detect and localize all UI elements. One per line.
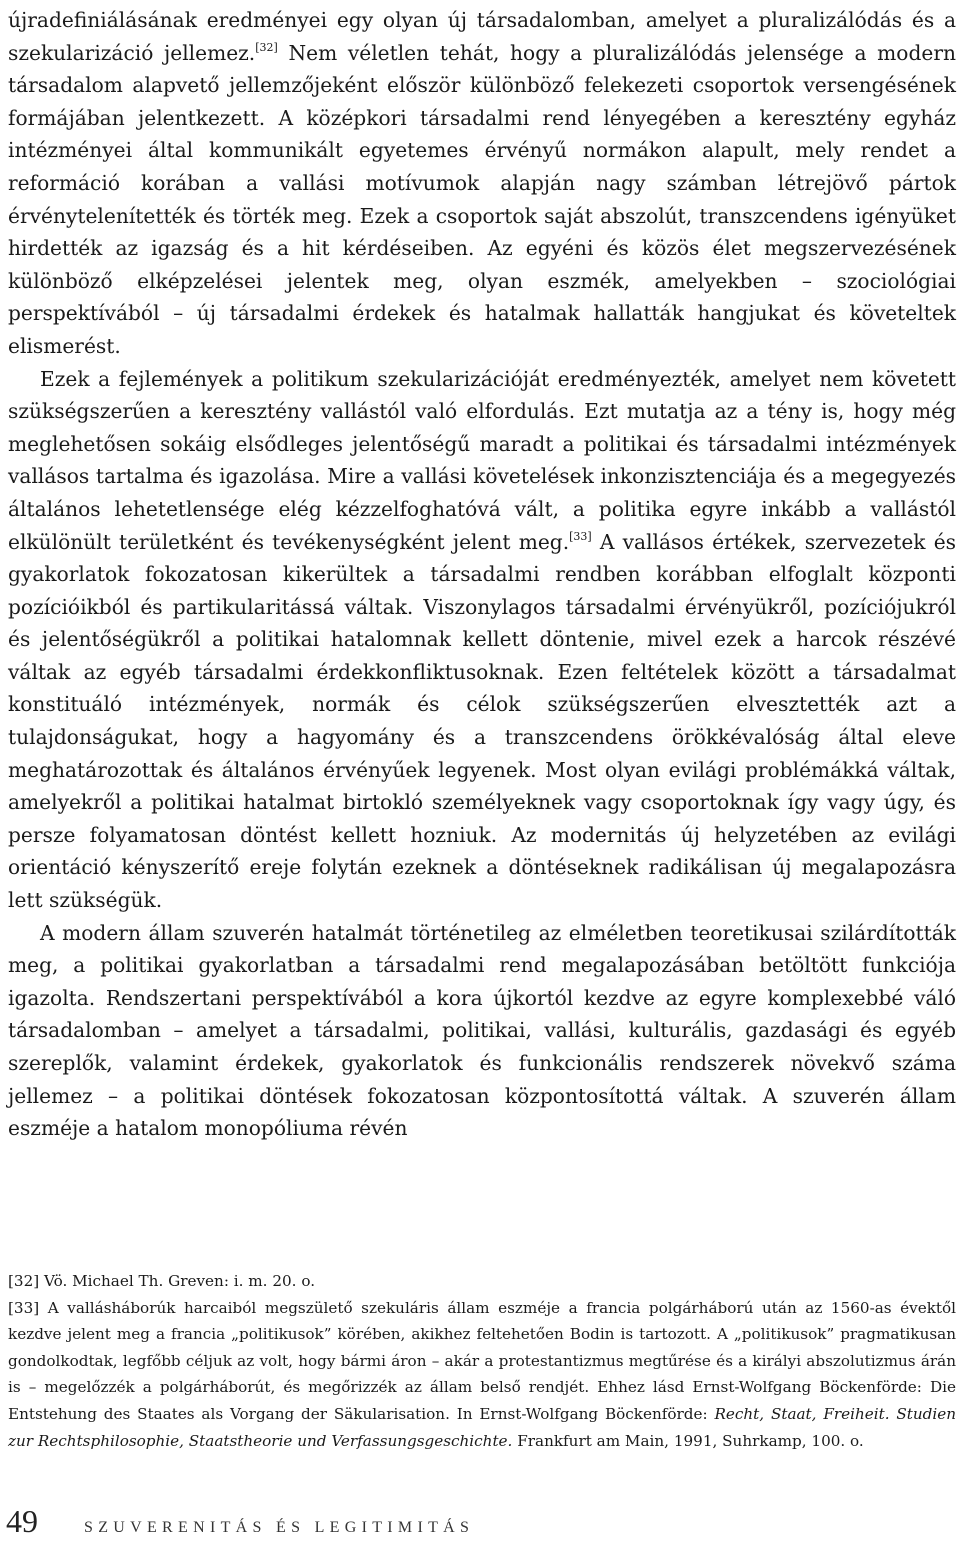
footnote-33-text-b: Frankfurt am Main, 1991, Suhrkamp, 100. o. — [512, 1431, 864, 1450]
footnote-33-text-a: [33] A vallásháborúk harcaiból megszülető szekuláris állam eszméje a francia polgárháború után az 1560-as évektől kezdve jelent meg a francia „politikusok” körében, akikhez feltehetően Bodin is tartozott. A „politikusok” pragmatikusan gondolkodtak, legfőbb céljuk az volt, hogy bármi áron – akár a protestantizmus megtűrése és a királyi abszolutizmus árán is – megelőzzék a polgárháborút, és megőrizzék az állam belső rendjét. Ehhez lásd Ernst-Wolfgang Böckenförde: Die Entstehung des Staates als Vorgang der Säkularisation. In Ernst-Wolfgang Böckenförde: — [8, 1298, 956, 1423]
footnotes — [8, 1268, 956, 1454]
page-number: 49 — [6, 1503, 38, 1539]
footnote-32: [32] Vö. Michael Th. Greven: i. m. 20. o. — [8, 1272, 316, 1290]
footnote-ref-33[interactable]: [33] — [569, 529, 592, 543]
page-footer — [6, 1503, 474, 1543]
paragraph-3: A modern állam szuverén hatalmát történetileg az elméletben teoretikusai szilárdították meg, a politikai gyakorlatban a társadalmi rend megalapozásában betöltött funkciója igazolta. Rendszertani perspektívából a kora újkortól kezdve az egyre komplexebbé váló társadalomban – amelyet a társadalmi, politikai, vallási, kulturális, gazdasági és egyéb szereplők, valamint érdekek, gyakorlatok és funkcionális rendszerek növekvő száma jellemez – a politikai döntések fokozatosan központosítottá váltak. A szuverén állam eszméje a hatalom monopóliuma révén — [8, 920, 956, 1141]
main-text — [8, 4, 956, 1145]
paragraph-1 — [8, 4, 956, 363]
paragraph-2-text-a: Ezek a fejlemények a politikum szekularizációját eredményezték, amelyet nem követett szükségszerűen a keresztény vallástól való elfordulás. Ezt mutatja az a tény is, hogy még meglehetősen sokáig elsődleges jelentőségű maradt a politikai és társadalmi intézmények vallásos tartalma és igazolása. Mire a vallási követelések inkonzisztenciája és a megegyezés általános lehetetlensége elég kézzelfoghatóvá vált, a politika egyre inkább a vallástól elkülönült területként és tevékenységként jelent meg. — [8, 366, 956, 554]
paragraph-2 — [8, 363, 956, 917]
paragraph-1-text-b: Nem véletlen tehát, hogy a pluralizálódás jelensége a modern társadalom alapvető jellemzőjeként először különböző felekezeti csoportok versengésének formájában jelentkezett. A középkori társadalmi rend lényegében a keresztény egyház intézményei által kommunikált egyetemes érvényű normákon alapult, mely rendet a reformáció korában a vallási motívumok alapján nagy számban létrejövő pártok érvénytelenítették és törték meg. Ezek a csoportok saját abszolút, transzcendens igényüket hirdették az igazság és a hit kérdéseiben. Az egyéni és közös élet megszervezésének különböző elképzelései jelentek meg, olyan eszmék, amelyekben – szociológiai perspektívából – új társadalmi érdekek és hatalmak hallatták hangjukat és követeltek elismerést. — [8, 40, 956, 358]
running-title: SZUVERENITÁS ÉS LEGITIMITÁS — [84, 1519, 475, 1536]
paragraph-1-text-a: újradefiniálásának eredményei egy olyan új társadalomban, amelyet a pluralizálódás és a szekularizáció jellemez. — [8, 8, 956, 65]
footnote-33 — [8, 1295, 956, 1455]
footnote-ref-32[interactable]: [32] — [255, 40, 278, 54]
footnote-33-book-title: Recht, Staat, Freiheit. Studien zur Rechtsphilosophie, Staatstheorie und Verfassungsgeschichte. — [8, 1404, 956, 1450]
paragraph-2-text-b: A vallásos értékek, szervezetek és gyakorlatok fokozatosan kikerültek a társadalmi rendben korábban elfoglalt központi pozícióikból és partikularitássá váltak. Viszonylagos társadalmi érvényükről, pozíciójukról és jelentőségükről a politikai hatalomnak kellett döntenie, mivel ezek a harcok részévé váltak az egyéb társadalmi érdekkonfliktusoknak. Ezen feltételek között a társadalmat konstituáló intézmények, normák és célok szükségszerűen elvesztették azt a tulajdonságukat, hogy a hagyomány és a transzcendens örökkévalóság által eleve meghatározottak és általános érvényűek legyenek. Most olyan evilági problémákká váltak, amelyekről a politikai hatalmat birtokló személyeknek vagy csoportoknak így vagy úgy, és persze folyamatosan döntést kellett hozniuk. Az modernitás új helyzetében az evilági orientáció kényszerítő ereje folytán ezeknek a döntéseknek radikálisan új megalapozásra lett szükségük. — [8, 529, 956, 913]
